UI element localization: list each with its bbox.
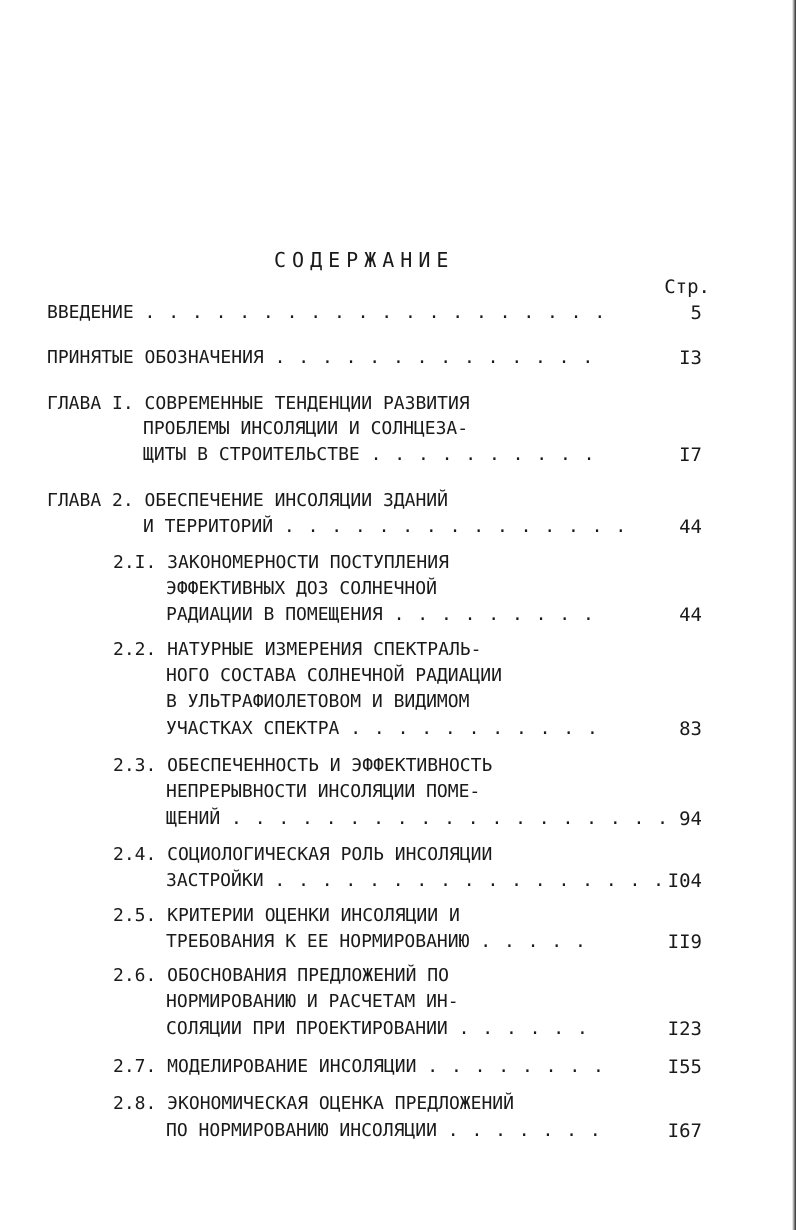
- toc-page-number: I55: [667, 1056, 702, 1078]
- toc-entry-line: 2.3. ОБЕСПЕЧЕННОСТЬ И ЭФФЕКТИВНОСТЬ: [113, 755, 493, 776]
- toc-entry-line: 2.6. ОБОСНОВАНИЯ ПРЕДЛОЖЕНИЙ ПО: [113, 965, 449, 986]
- toc-entry-line: 2.7. МОДЕЛИРОВАНИЕ ИНСОЛЯЦИИ . . . . . . . .: [113, 1056, 605, 1077]
- toc-page-number: I23: [667, 1018, 702, 1040]
- toc-entry-line: ЩЕНИЙ . . . . . . . . . . . . . . . . . . .: [166, 808, 669, 829]
- toc-entry-line: ТРЕБОВАНИЯ К ЕЕ НОРМИРОВАНИЮ . . . . .: [166, 931, 587, 952]
- toc-entry-line: ГЛАВА 2. ОБЕСПЕЧЕНИЕ ИНСОЛЯЦИИ ЗДАНИЙ: [47, 490, 448, 511]
- toc-entry-line: 2.2. НАТУРНЫЕ ИЗМЕРЕНИЯ СПЕКТРАЛЬ-: [113, 639, 482, 660]
- toc-entry-line: ВВЕДЕНИЕ . . . . . . . . . . . . . . . . . . . .: [47, 302, 607, 323]
- toc-entry-line: И ТЕРРИТОРИЙ . . . . . . . . . . . . . . .: [143, 516, 628, 537]
- toc-entry-line: В УЛЬТРАФИОЛЕТОВОМ И ВИДИМОМ: [166, 691, 470, 712]
- toc-entry-line: ЩИТЫ В СТРОИТЕЛЬСТВЕ . . . . . . . . . .: [143, 444, 596, 465]
- toc-page-number: 44: [679, 516, 702, 538]
- toc-entry-line: ЭФФЕКТИВНЫХ ДОЗ СОЛНЕЧНОЙ: [166, 578, 437, 599]
- page-edge-shadow: [792, 0, 796, 1230]
- toc-entry-line: НЕПРЕРЫВНОСТИ ИНСОЛЯЦИИ ПОМЕ-: [166, 781, 481, 802]
- toc-page-number: 83: [679, 718, 702, 740]
- toc-page-number: II9: [667, 931, 702, 953]
- toc-entry-line: ПО НОРМИРОВАНИЮ ИНСОЛЯЦИИ . . . . . . .: [166, 1120, 602, 1141]
- toc-entry-line: НОРМИРОВАНИЮ И РАСЧЕТАМ ИН-: [166, 991, 459, 1012]
- toc-entry-line: РАДИАЦИИ В ПОМЕЩЕНИЯ . . . . . . . . .: [166, 604, 595, 625]
- toc-page-number: I67: [667, 1120, 702, 1142]
- toc-page-number: 94: [679, 808, 702, 830]
- toc-entry-line: УЧАСТКАХ СПЕКТРА . . . . . . . . . . .: [166, 718, 599, 739]
- toc-entry-line: 2.I. ЗАКОНОМЕРНОСТИ ПОСТУПЛЕНИЯ: [113, 552, 449, 573]
- toc-entry-line: 2.4. СОЦИОЛОГИЧЕСКАЯ РОЛЬ ИНСОЛЯЦИИ: [113, 844, 493, 865]
- toc-entry-line: НОГО СОСТАВА СОЛНЕЧНОЙ РАДИАЦИИ: [166, 665, 502, 686]
- toc-entry-line: 2.5. КРИТЕРИИ ОЦЕНКИ ИНСОЛЯЦИИ И: [113, 905, 460, 926]
- toc-entry-line: 2.8. ЭКОНОМИЧЕСКАЯ ОЦЕНКА ПРЕДЛОЖЕНИЙ: [113, 1093, 514, 1114]
- toc-page-number: I3: [679, 347, 702, 369]
- toc-entry-line: ПРИНЯТЫЕ ОБОЗНАЧЕНИЯ . . . . . . . . . . . . . .: [47, 347, 595, 368]
- toc-page-number: 44: [679, 604, 702, 626]
- toc-entry-line: СОЛЯЦИИ ПРИ ПРОЕКТИРОВАНИИ . . . . . .: [166, 1018, 589, 1039]
- toc-entry-line: ПРОБЛЕМЫ ИНСОЛЯЦИИ И СОЛНЦЕЗА-: [143, 418, 469, 439]
- toc-entry-line: ГЛАВА I. СОВРЕМЕННЫЕ ТЕНДЕНЦИИ РАЗВИТИЯ: [47, 393, 470, 414]
- toc-page-number: I7: [679, 444, 702, 466]
- page-title: СОДЕРЖАНИЕ: [274, 248, 455, 272]
- toc-page-number: 5: [690, 302, 702, 324]
- toc-entry-line: ЗАСТРОЙКИ . . . . . . . . . . . . . . . . .: [166, 870, 666, 891]
- toc-page-number: I04: [667, 870, 702, 892]
- page-column-label: Стр.: [664, 276, 710, 298]
